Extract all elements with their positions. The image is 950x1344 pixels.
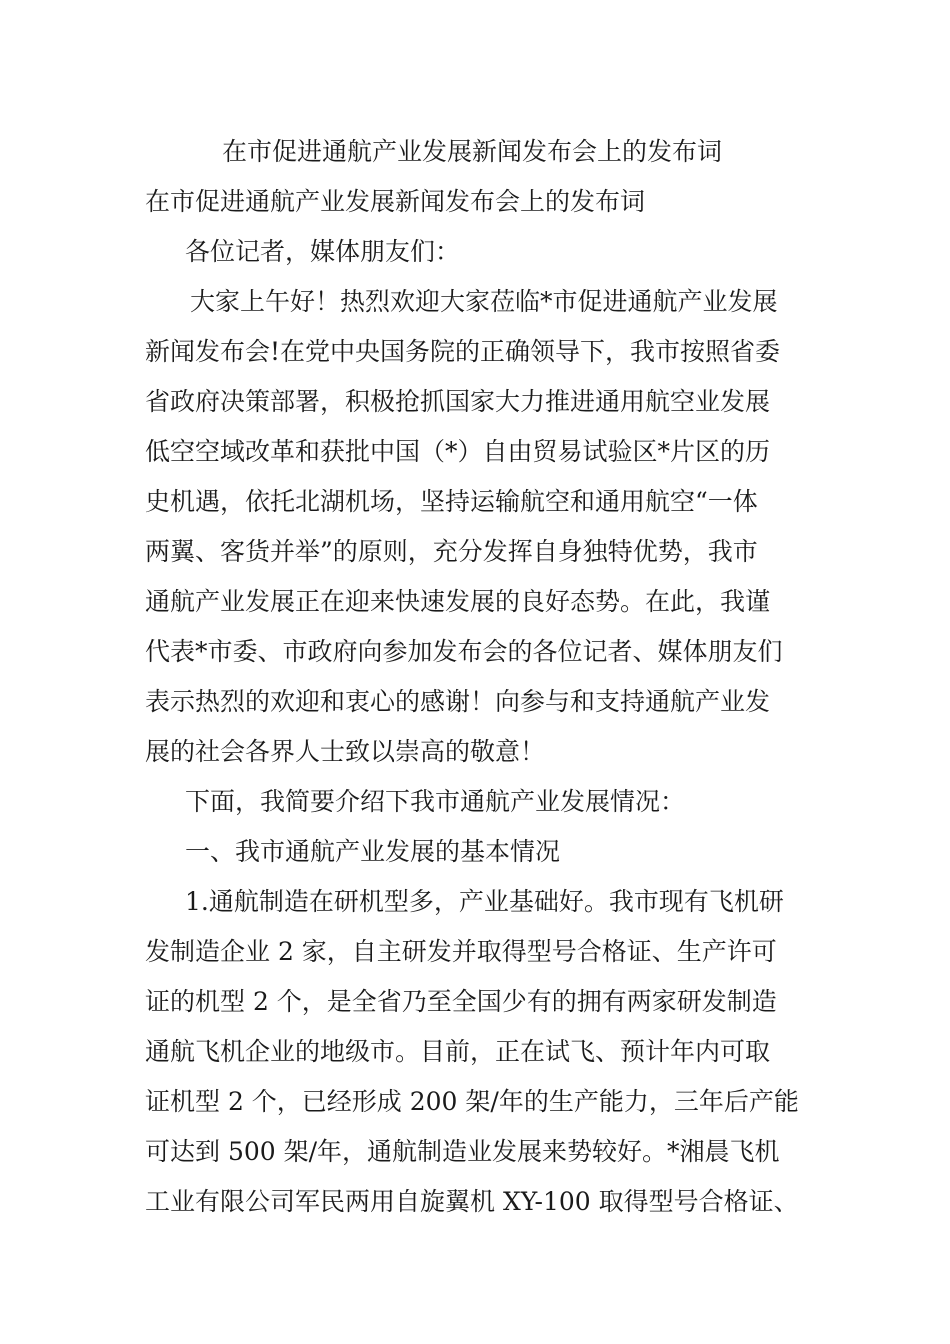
paragraph-1-line: 通航产业发展正在迎来快速发展的良好态势。在此，我谨 xyxy=(145,587,771,616)
paragraph-2-line: 可达到 500 架/年，通航制造业发展来势较好。*湘晨飞机 xyxy=(145,1137,780,1166)
paragraph-2-line: 发制造企业 2 家，自主研发并取得型号合格证、生产许可 xyxy=(145,937,777,966)
section-1-heading: 一、我市通航产业发展的基本情况 xyxy=(185,837,561,866)
paragraph-1-line: 展的社会各界人士致以崇高的敬意！ xyxy=(145,737,546,766)
paragraph-1-line: 大家上午好！热烈欢迎大家莅临*市促进通航产业发展 xyxy=(190,287,778,316)
paragraph-1-line: 两翼、客货并举”的原则，充分发挥自身独特优势，我市 xyxy=(145,537,758,566)
paragraph-1-line: 新闻发布会!在党中央国务院的正确领导下，我市按照省委 xyxy=(145,337,781,366)
paragraph-1-line: 史机遇，依托北湖机场，坚持运输航空和通用航空“一体 xyxy=(145,487,758,516)
document-title: 在市促进通航产业发展新闻发布会上的发布词 xyxy=(222,137,723,166)
paragraph-2-line: 1.通航制造在研机型多，产业基础好。我市现有飞机研 xyxy=(185,887,784,916)
paragraph-2-line: 工业有限公司军民两用自旋翼机 XY-100 取得型号合格证、 xyxy=(145,1187,799,1216)
paragraph-2-line: 证机型 2 个，已经形成 200 架/年的生产能力，三年后产能 xyxy=(145,1087,799,1116)
paragraph-1-line: 低空空域改革和获批中国（*）自由贸易试验区*片区的历 xyxy=(145,437,771,466)
paragraph-1-line: 省政府决策部署，积极抢抓国家大力推进通用航空业发展 xyxy=(145,387,771,416)
greeting: 各位记者，媒体朋友们： xyxy=(185,237,461,266)
paragraph-1-line: 表示热烈的欢迎和衷心的感谢！向参与和支持通航产业发 xyxy=(145,687,771,716)
paragraph-2-line: 证的机型 2 个，是全省乃至全国少有的拥有两家研发制造 xyxy=(145,987,777,1016)
document-subtitle: 在市促进通航产业发展新闻发布会上的发布词 xyxy=(145,187,646,216)
paragraph-1-line: 代表*市委、市政府向参加发布会的各位记者、媒体朋友们 xyxy=(145,637,783,666)
intro-text: 下面，我简要介绍下我市通航产业发展情况： xyxy=(185,787,686,816)
paragraph-2-line: 通航飞机企业的地级市。目前，正在试飞、预计年内可取 xyxy=(145,1037,771,1066)
